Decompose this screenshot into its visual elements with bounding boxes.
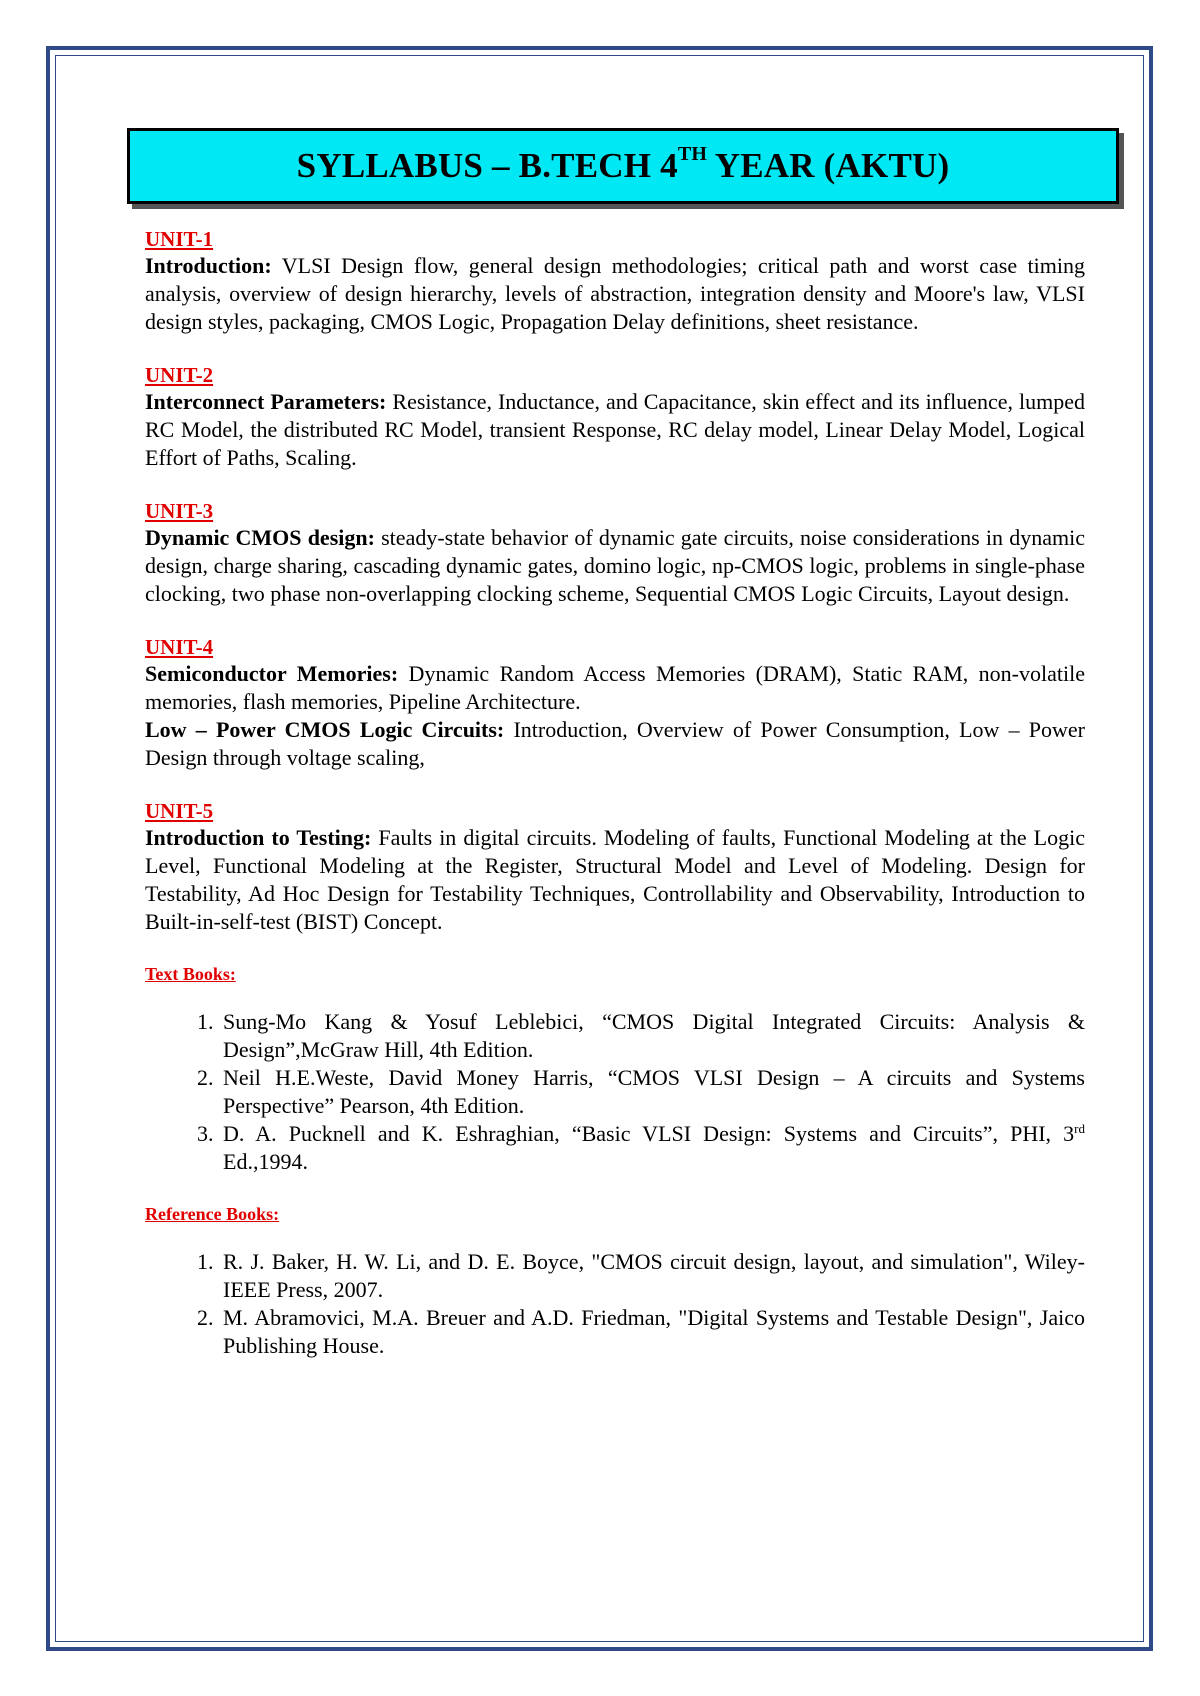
topic-text: VLSI Design flow, general design methodologies; critical path and worst case timing analysis, overview of design hierarchy, levels of abstraction, integration density and Moore's law, VLSI design styles, packaging, CMOS Logic, Propagation Delay definitions, sheet resistance.: [145, 253, 1085, 334]
book-citation: R. J. Baker, H. W. Li, and D. E. Boyce, "CMOS circuit design, layout, and simulation", Wiley-IEEE Press, 2007.: [223, 1249, 1085, 1302]
title-text-tail: YEAR (AKTU): [707, 146, 950, 185]
unit-heading: UNIT-2: [145, 363, 214, 387]
list-item: [219, 1064, 1085, 1120]
topic-label: Introduction:: [145, 253, 272, 278]
book-citation: D. A. Pucknell and K. Eshraghian, “Basic VLSI Design: Systems and Circuits”, PHI, 3: [223, 1121, 1075, 1146]
unit-paragraph: [145, 824, 1085, 936]
topic-text: Faults in digital circuits. Modeling of faults, Functional Modeling at the Logic Level, Functional Modeling at the Register, Structural Model and Level of Modeling. Design for Testability, Ad Hoc Design for Testability Techniques, Controllability and Observability, Introduction to Built-in-self-test (BIST) Concept.: [145, 825, 1085, 934]
book-citation: Neil H.E.Weste, David Money Harris, “CMOS VLSI Design – A circuits and Systems Perspective” Pearson, 4th Edition.: [223, 1065, 1085, 1118]
unit-5-section: [145, 798, 1085, 936]
title-text-main: SYLLABUS – B.TECH 4: [296, 146, 678, 185]
unit-paragraph: [145, 252, 1085, 336]
unit-paragraph: [145, 660, 1085, 716]
topic-text: Dynamic Random Access Memories (DRAM), Static RAM, non-volatile memories, flash memories, Pipeline Architecture.: [145, 661, 1085, 714]
topic-label: Semiconductor Memories:: [145, 661, 399, 686]
text-books-list: [145, 1008, 1085, 1176]
title-banner: [127, 128, 1119, 204]
edition-superscript: rd: [1074, 1121, 1085, 1136]
list-item: [219, 1248, 1085, 1304]
unit-4-section: [145, 634, 1085, 772]
unit-paragraph: [145, 524, 1085, 608]
book-citation: Sung-Mo Kang & Yosuf Leblebici, “CMOS Digital Integrated Circuits: Analysis & Design”,McGraw Hill, 4th Edition.: [223, 1009, 1085, 1062]
syllabus-content: [145, 226, 1085, 1386]
unit-heading: UNIT-3: [145, 499, 214, 523]
unit-heading: UNIT-1: [145, 227, 214, 251]
topic-text: Resistance, Inductance, and Capacitance, skin effect and its influence, lumped RC Model, the distributed RC Model, transient Response, RC delay model, Linear Delay Model, Logical Effort of Paths, Scaling.: [145, 389, 1085, 470]
title-superscript: TH: [677, 143, 708, 166]
topic-text: Introduction, Overview of Power Consumption, Low – Power Design through voltage scaling,: [145, 717, 1086, 770]
unit-paragraph: [145, 716, 1085, 772]
topic-text: steady-state behavior of dynamic gate circuits, noise considerations in dynamic design, charge sharing, cascading dynamic gates, domino logic, np-CMOS logic, problems in single-phase clocking, two phase non-overlapping clocking scheme, Sequential CMOS Logic Circuits, Layout design.: [145, 525, 1085, 606]
reference-books-list: [145, 1248, 1085, 1360]
topic-label: Dynamic CMOS design:: [145, 525, 375, 550]
topic-label: Low – Power CMOS Logic Circuits:: [145, 717, 505, 742]
page-title: [296, 143, 950, 186]
unit-paragraph: [145, 388, 1085, 472]
topic-label: Interconnect Parameters:: [145, 389, 387, 414]
text-books-heading: Text Books:: [145, 964, 236, 984]
unit-3-section: [145, 498, 1085, 608]
unit-heading: UNIT-4: [145, 635, 214, 659]
book-citation: M. Abramovici, M.A. Breuer and A.D. Friedman, "Digital Systems and Testable Design", Jaico Publishing House.: [223, 1305, 1085, 1358]
reference-books-heading: Reference Books:: [145, 1204, 280, 1224]
unit-heading: UNIT-5: [145, 799, 214, 823]
unit-1-section: [145, 226, 1085, 336]
topic-label: Introduction to Testing:: [145, 825, 372, 850]
list-item: [219, 1008, 1085, 1064]
book-citation-tail: Ed.,1994.: [223, 1149, 308, 1174]
list-item: [219, 1120, 1085, 1176]
list-item: [219, 1304, 1085, 1360]
unit-2-section: [145, 362, 1085, 472]
